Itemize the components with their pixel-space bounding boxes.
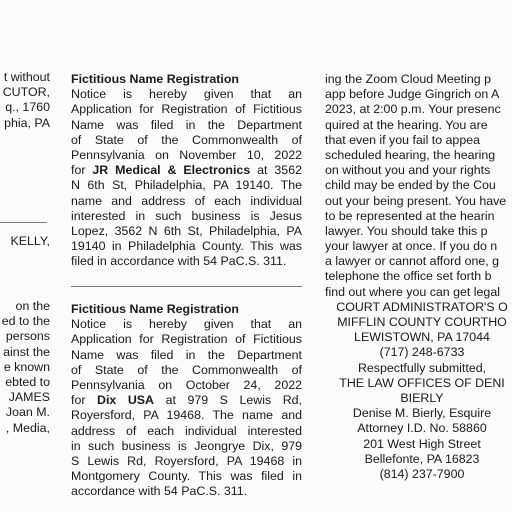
text-line: Respectfully submitted,: [357, 360, 487, 375]
text-line: lawyer. You should take this p: [325, 223, 488, 238]
text-line: name and address of each individual: [71, 193, 302, 208]
text-line: address of each individual interested: [71, 423, 302, 438]
text-line: filed in accordance with 54 PaC.S. 311.: [71, 254, 287, 269]
text-line: out your being present. You have: [325, 193, 507, 208]
text-line: (814) 237-7900: [379, 466, 465, 481]
text-line: interested in such business is Jesus: [71, 208, 302, 223]
text-line: on without you and your rights: [325, 163, 491, 178]
text-line: to be represented at the hearin: [325, 208, 495, 223]
text-line: of State of the Commonwealth of: [71, 132, 302, 147]
text-run: for: [71, 163, 93, 178]
left-block-2: [0, 234, 50, 249]
text-line: Denise M. Bierly, Esquire: [352, 406, 492, 421]
text-line: Attorney I.D. No. 58860: [357, 421, 487, 436]
text-line: that even if you fail to appea: [325, 132, 480, 147]
notice-heading: Fictitious Name Registration: [71, 302, 239, 316]
text-line: a lawyer or cannot afford one, g: [325, 254, 500, 269]
text-run: at 3562: [250, 163, 302, 178]
text-line: ebted to: [5, 374, 50, 389]
text-line: telephone the office set forth b: [325, 269, 492, 284]
fictitious-name-notice-1: [71, 72, 302, 269]
text-line: ing the Zoom Cloud Meeting p: [325, 72, 491, 86]
text-line: 19140 in Philadelphia County. This was: [71, 239, 302, 254]
text-line: Application for Registration of Fictitious: [71, 102, 302, 117]
text-line: THE LAW OFFICES OF DENI: [339, 375, 505, 390]
text-line: quired at the hearing. You are: [325, 117, 488, 132]
signature-block: [325, 300, 512, 482]
column-divider: [0, 222, 47, 223]
text-line: Lopez, 3562 N 6th St, Philadelphia, PA: [71, 223, 302, 238]
text-line: phia, PA: [4, 115, 50, 130]
text-line: scheduled hearing, the hearing: [325, 147, 496, 162]
text-line: Pennsylvania on November 10, 2022: [71, 147, 302, 162]
text-line: ainst the: [3, 344, 50, 359]
text-line: Bellefonte, PA 16823: [364, 451, 480, 466]
business-name: Dix USA: [97, 393, 155, 408]
text-line: N 6th St, Philadelphia, PA 19140. The: [71, 178, 302, 193]
text-line: Montgomery County. This was filed in: [71, 469, 302, 484]
text-line: Royersford, PA 19468. The name and: [71, 408, 302, 423]
text-line: S Lewis Rd, Royersford, PA 19468 in: [71, 453, 302, 468]
left-block-1: [0, 70, 50, 131]
text-line: 201 West High Street: [363, 436, 481, 451]
notice-heading: Fictitious Name Registration: [71, 72, 239, 86]
text-line: [71, 163, 302, 178]
text-line: in such business is Jeongrye Dix, 979: [71, 438, 302, 453]
text-line: BIERLY: [400, 390, 444, 405]
left-block-3: [0, 299, 50, 436]
text-line: Joan M.: [5, 405, 50, 420]
text-line: Notice is hereby given that an: [71, 87, 302, 102]
text-line: t without: [3, 70, 50, 84]
text-line: your lawyer at once. If you do n: [325, 239, 498, 254]
text-line: persons: [5, 329, 50, 344]
text-line: ed to the: [1, 314, 50, 329]
text-line: Pennsylvania on October 24, 2022: [71, 377, 302, 392]
text-line: child may be ended by the Cou: [325, 178, 496, 193]
right-column: [325, 72, 512, 482]
text-run: at 979 S Lewis Rd,: [154, 393, 302, 408]
text-line: CUTOR,: [2, 85, 50, 100]
text-line: (717) 248-6733: [379, 345, 465, 360]
text-line: KELLY,: [10, 234, 50, 248]
text-line: find out where you can get legal: [325, 284, 500, 299]
text-line: e known: [3, 359, 50, 374]
text-line: JAMES: [8, 390, 50, 405]
text-line: Notice is hereby given that an: [71, 317, 302, 332]
text-line: on the: [15, 299, 50, 313]
text-line: MIFFLIN COUNTY COURTHO: [337, 315, 507, 329]
fictitious-name-notice-2: [71, 302, 302, 499]
text-line: 2023, at 2:00 p.m. Your presenc: [325, 102, 501, 117]
text-line: Application for Registration of Fictitious: [71, 332, 302, 347]
text-line: , Media,: [5, 420, 50, 435]
notice-divider: [71, 286, 302, 287]
text-line: app before Judge Gingrich on A: [325, 87, 500, 102]
business-name: JR Medical & Electronics: [92, 163, 251, 178]
text-run: for: [71, 393, 98, 408]
text-line: of State of the Commonwealth of: [71, 362, 302, 377]
text-line: [71, 393, 302, 408]
text-line: LEWISTOWN, PA 17044: [354, 330, 490, 345]
text-line: q., 1760: [5, 100, 50, 115]
text-line: COURT ADMINISTRATOR'S O: [336, 299, 508, 314]
text-line: Name was filed in the Department: [71, 347, 302, 362]
text-line: accordance with 54 PaC.S. 311.: [71, 484, 248, 499]
text-line: Name was filed in the Department: [71, 117, 302, 132]
